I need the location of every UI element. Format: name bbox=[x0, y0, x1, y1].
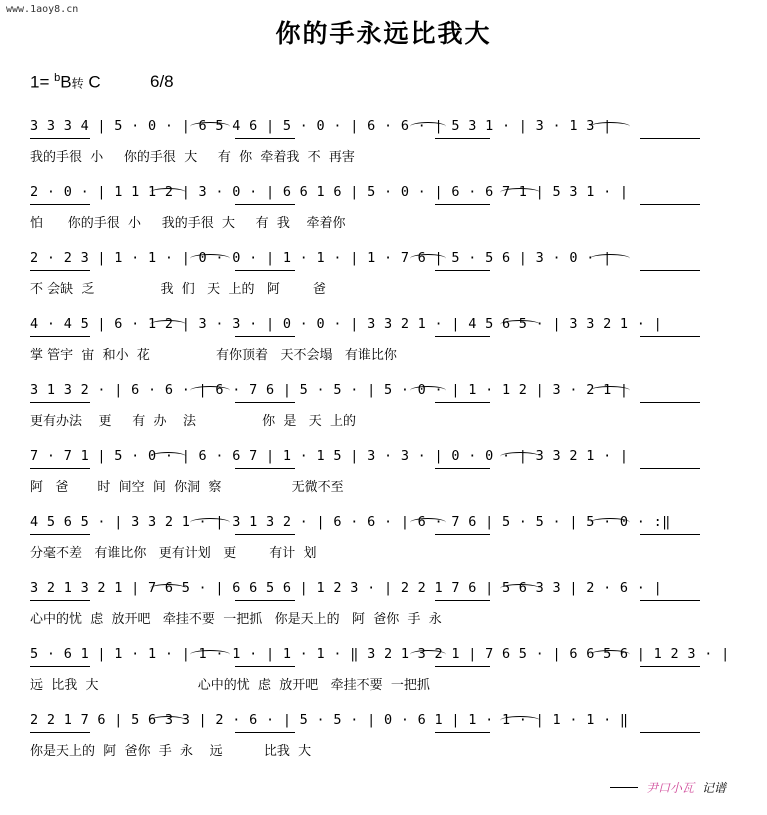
beam-underline bbox=[640, 402, 700, 403]
lyric-line: 远 比我 大 心中的忧 虑 放开吧 牵挂不要 一把抓 bbox=[30, 678, 430, 693]
beam-underline bbox=[435, 732, 490, 733]
beam-underline bbox=[435, 666, 490, 667]
score-system bbox=[30, 250, 742, 312]
key-target: C bbox=[88, 72, 101, 92]
tie-slur bbox=[410, 518, 446, 527]
tie-slur bbox=[500, 188, 540, 197]
score-system bbox=[30, 448, 742, 510]
notation-line: 5 · 6 1 | 1 · 1 · | 1 · 1 · | 1 · 1 · ‖ 3 2 1 3 2 1 | 7 6 5 · | 6 6 5 6 | 1 2 3 · | bbox=[30, 646, 730, 662]
beam-underline bbox=[435, 600, 490, 601]
beam-underline bbox=[435, 138, 490, 139]
beam-underline bbox=[435, 402, 490, 403]
notation-line: 3 3 3 4 | 5 · 0 · | 6 5 4 6 | 5 · 0 · | 6 · 6 · | 5 3 1 · | 3 · 1 3 | bbox=[30, 118, 612, 134]
beam-underline bbox=[30, 732, 90, 733]
beam-underline bbox=[235, 402, 295, 403]
beam-underline bbox=[30, 534, 90, 535]
beam-underline bbox=[235, 534, 295, 535]
notation-line: 2 2 1 7 6 | 5 6 3 3 | 2 · 6 · | 5 · 5 · | 0 · 6 1 | 1 · 1 · | 1 · 1 · ‖ bbox=[30, 712, 629, 728]
lyric-line: 你是天上的 阿 爸你 手 永 远 比我 大 bbox=[30, 744, 312, 759]
beam-underline bbox=[30, 402, 90, 403]
tie-slur bbox=[190, 254, 230, 263]
lyric-line: 怕 你的手很 小 我的手很 大 有 我 牵着你 bbox=[30, 216, 346, 231]
site-watermark: www.1aoy8.cn bbox=[6, 4, 79, 15]
score-system bbox=[30, 580, 742, 642]
credit-role: 记谱 bbox=[702, 781, 727, 795]
tie-slur bbox=[190, 386, 230, 395]
tie-slur bbox=[590, 254, 630, 263]
tie-slur bbox=[190, 518, 230, 527]
beam-underline bbox=[235, 666, 295, 667]
lyric-line: 分毫不差 有谁比你 更有计划 更 有计 划 bbox=[30, 546, 317, 561]
notation-line: 3 2 1 3 2 1 | 7 6 5 · | 6 6 5 6 | 1 2 3 · | 2 2 1 7 6 | 5 6 3 3 | 2 · 6 · | bbox=[30, 580, 663, 596]
beam-underline bbox=[235, 270, 295, 271]
tie-slur bbox=[500, 584, 540, 593]
beam-underline bbox=[235, 204, 295, 205]
beam-underline bbox=[235, 336, 295, 337]
tie-slur bbox=[590, 122, 630, 131]
beam-underline bbox=[640, 732, 700, 733]
beam-underline bbox=[640, 270, 700, 271]
notation-line: 4 5 6 5 · | 3 3 2 1 · | 3 1 3 2 · | 6 · 6 · | 6 · 7 6 | 5 · 5 · | 5 · 0 · :‖ bbox=[30, 514, 671, 530]
beam-underline bbox=[640, 138, 700, 139]
beam-underline bbox=[30, 138, 90, 139]
tie-slur bbox=[590, 650, 630, 659]
beam-underline bbox=[30, 204, 90, 205]
lyric-line: 更有办法 更 有 办 法 你 是 天 上的 bbox=[30, 414, 357, 429]
beam-underline bbox=[640, 204, 700, 205]
lyric-line: 掌 管宇 宙 和小 花 有你顶着 天不会塌 有谁比你 bbox=[30, 348, 397, 363]
beam-underline bbox=[30, 600, 90, 601]
tie-slur bbox=[590, 386, 630, 395]
score-system bbox=[30, 712, 742, 774]
tie-slur bbox=[410, 650, 446, 659]
beam-underline bbox=[640, 666, 700, 667]
beam-underline bbox=[235, 732, 295, 733]
tie-slur bbox=[150, 452, 186, 461]
tie-slur bbox=[410, 254, 446, 263]
tie-slur bbox=[150, 188, 186, 197]
beam-underline bbox=[235, 468, 295, 469]
lyric-line: 我的手很 小 你的手很 大 有 你 牵着我 不 再害 bbox=[30, 150, 355, 165]
beam-underline bbox=[435, 204, 490, 205]
score-system bbox=[30, 382, 742, 444]
beam-underline bbox=[30, 270, 90, 271]
key-note: B bbox=[60, 72, 72, 92]
tie-slur bbox=[500, 716, 540, 725]
beam-underline bbox=[30, 336, 90, 337]
beam-underline bbox=[640, 468, 700, 469]
beam-underline bbox=[640, 534, 700, 535]
credit-name: 尹口小瓦 bbox=[646, 781, 695, 795]
tie-slur bbox=[590, 518, 630, 527]
beam-underline bbox=[435, 468, 490, 469]
key-prefix: 1= bbox=[30, 72, 50, 92]
beam-underline bbox=[235, 138, 295, 139]
song-title: 你的手永远比我大 bbox=[275, 19, 492, 48]
tie-slur bbox=[190, 122, 230, 131]
tie-slur bbox=[500, 320, 540, 329]
tie-slur bbox=[150, 320, 186, 329]
key-change: 转 bbox=[71, 76, 84, 91]
beam-underline bbox=[640, 600, 700, 601]
tie-slur bbox=[150, 716, 186, 725]
notation-line: 3 1 3 2 · | 6 · 6 · | 6 · 7 6 | 5 · 5 · | 5 · 0 · | 1 · 1 2 | 3 · 2 1 | bbox=[30, 382, 629, 398]
time-signature: 6/8 bbox=[150, 72, 174, 91]
tie-slur bbox=[190, 650, 230, 659]
beam-underline bbox=[435, 534, 490, 535]
score-system bbox=[30, 514, 742, 576]
beam-underline bbox=[235, 600, 295, 601]
notation-line: 7 · 7 1 | 5 · 0 · | 6 · 6 7 | 1 · 1 5 | 3 · 3 · | 0 · 0 · | 3 3 2 1 · | bbox=[30, 448, 629, 464]
lyric-line: 心中的忧 虑 放开吧 牵挂不要 一把抓 你是天上的 阿 爸你 手 永 bbox=[30, 612, 442, 627]
key-signature bbox=[30, 72, 101, 93]
tie-slur bbox=[410, 122, 446, 131]
lyric-line: 不 会缺 乏 我 们 天 上的 阿 爸 bbox=[30, 282, 326, 297]
credit-dash bbox=[610, 787, 638, 788]
tie-slur bbox=[410, 386, 446, 395]
beam-underline bbox=[30, 666, 90, 667]
notation-line: 2 · 2 3 | 1 · 1 · | 0 · 0 · | 1 · 1 · | 1 · 7 6 | 5 · 5 6 | 3 · 0 · | bbox=[30, 250, 612, 266]
score-system bbox=[30, 316, 742, 378]
beam-underline bbox=[435, 336, 490, 337]
lyric-line: 阿 爸 时 间空 间 你洞 察 无微不至 bbox=[30, 480, 344, 495]
beam-underline bbox=[30, 468, 90, 469]
beam-underline bbox=[640, 336, 700, 337]
score-system bbox=[30, 118, 742, 180]
tie-slur bbox=[500, 452, 540, 461]
score-system bbox=[30, 646, 742, 708]
notation-line: 2 · 0 · | 1 1 1 2 | 3 · 0 · | 6 6 1 6 | 5 · 0 · | 6 · 6 7 1 | 5 3 1 · | bbox=[30, 184, 629, 200]
flat-sign: b bbox=[54, 72, 61, 84]
score-system bbox=[30, 184, 742, 246]
notation-line: 4 · 4 5 | 6 · 1 2 | 3 · 3 · | 0 · 0 · | 3 3 2 1 · | 4 5 6 5 · | 3 3 2 1 · | bbox=[30, 316, 663, 332]
beam-underline bbox=[435, 270, 490, 271]
tie-slur bbox=[150, 584, 186, 593]
